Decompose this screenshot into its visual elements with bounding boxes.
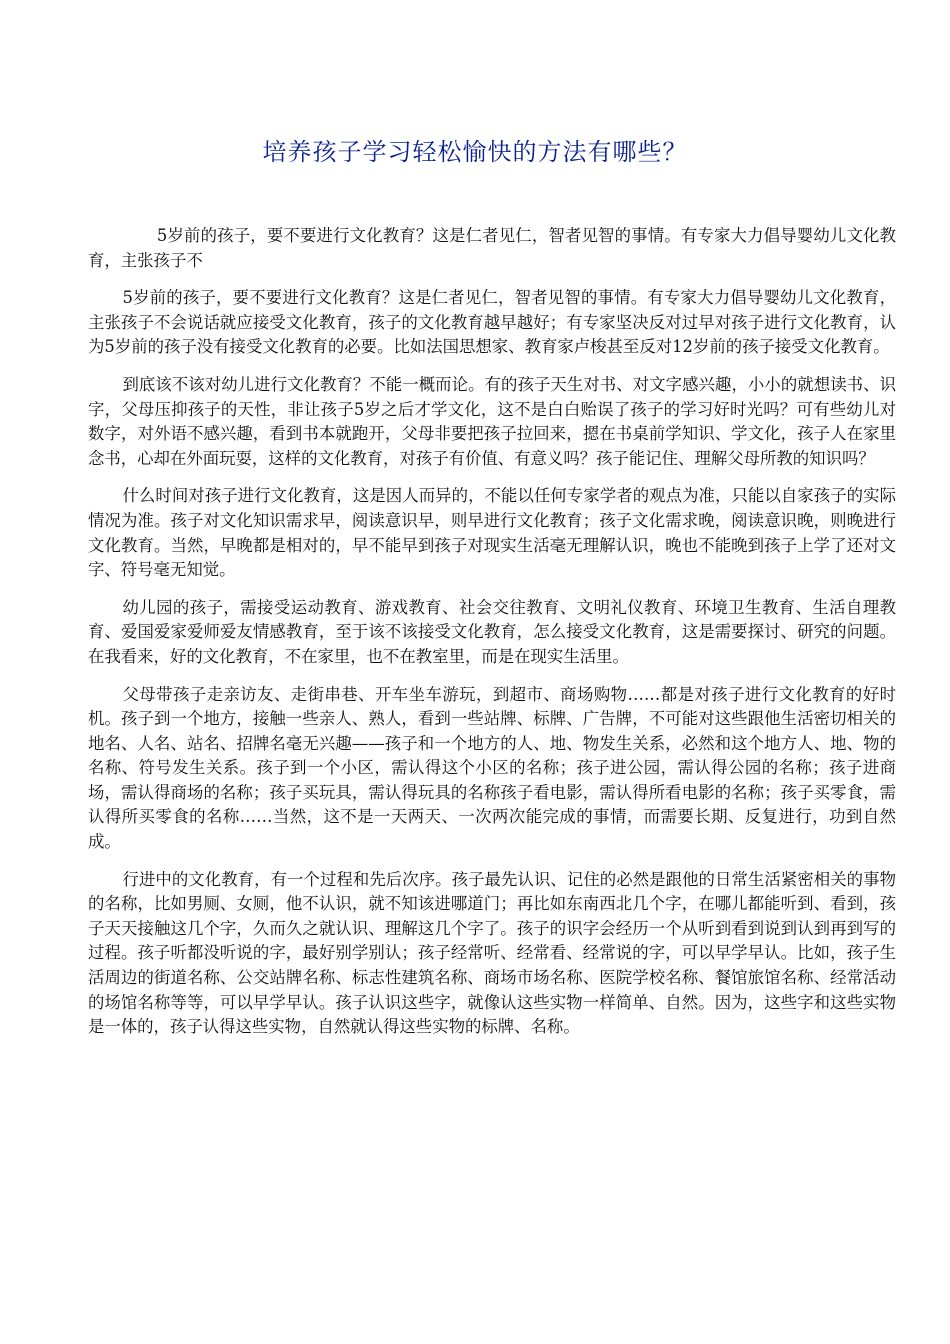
paragraph: 5岁前的孩子，要不要进行文化教育？这是仁者见仁，智者见智的事情。有专家大力倡导婴幼儿文化教育，主张孩子不会说话就应接受文化教育，孩子的文化教育越早越好；有专家坚决反对过早对孩子进行文化教育，认为5岁前的孩子没有接受文化教育的必要。比如法国思想家、教育家卢梭甚至反对12岁前的孩子接受文化教育。: [88, 288, 896, 357]
paragraph: 什么时间对孩子进行文化教育，这是因人而异的，不能以任何专家学者的观点为准，只能以自家孩子的实际情况为准。孩子对文化知识需求早，阅读意识早，则早进行文化教育；孩子文化需求晚，阅读意识晚，则晚进行文化教育。当然，早晚都是相对的，早不能早到孩子对现实生活毫无理解认识，晚也不能晚到孩子上学了还对文字、符号毫无知觉。: [88, 486, 896, 580]
paragraph: 到底该不该对幼儿进行文化教育？不能一概而论。有的孩子天生对书、对文字感兴趣，小小的就想读书、识字，父母压抑孩子的天性，非让孩子5岁之后才学文化，这不是白白贻误了孩子的学习好时光吗？可有些幼儿对数字，对外语不感兴趣，看到书本就跑开，父母非要把孩子拉回来，摁在书桌前学知识、学文化，孩子人在家里念书，心却在外面玩耍，这样的文化教育，对孩子有价值、有意义吗？孩子能记住、理解父母所教的知识吗？: [88, 374, 896, 468]
paragraph: 父母带孩子走亲访友、走街串巷、开车坐车游玩，到超市、商场购物……都是对孩子进行文化教育的好时机。孩子到一个地方，接触一些亲人、熟人，看到一些站牌、标牌、广告牌，不可能对这些跟他生活密切相关的地名、人名、站名、招牌名毫无兴趣——孩子和一个地方的人、地、物发生关系，必然和这个地方人、地、物的名称、符号发生关系。孩子到一个小区，需认得这个小区的名称；孩子进公园，需认得公园的名称；孩子进商场，需认得商场的名称；孩子买玩具，需认得玩具的名称孩子看电影，需认得所看电影的名称；孩子买零食，需认得所买零食的名称……当然，这不是一天两天、一次两次能完成的事情，而需要长期、反复进行，功到自然成。: [88, 684, 896, 852]
paragraph-intro: 5岁前的孩子，要不要进行文化教育？这是仁者见仁，智者见智的事情。有专家大力倡导婴幼儿文化教育，主张孩子不: [88, 226, 896, 270]
page-title: 培养孩子学习轻松愉快的方法有哪些？: [262, 138, 688, 166]
article-body: [88, 224, 896, 1053]
paragraph: 行进中的文化教育，有一个过程和先后次序。孩子最先认识、记住的必然是跟他的日常生活紧密相关的事物的名称，比如男厕、女厕，他不认识，就不知该进哪道门；再比如东南西北几个字，在哪儿都能听到、看到，孩子天天接触这几个字，久而久之就认识、理解这几个字了。孩子的识字会经历一个从听到看到说到认到再到写的过程。孩子听都没听说的字，最好别学别认；孩子经常听、经常看、经常说的字，可以早学早认。比如，孩子生活周边的街道名称、公交站牌名称、标志性建筑名称、商场市场名称、医院学校名称、餐馆旅馆名称、经常活动的场馆名称等等，可以早学早认。孩子认识这些字，就像认这些实物一样简单、自然。因为，这些字和这些实物是一体的，孩子认得这些实物，自然就认得这些实物的标牌、名称。: [88, 869, 896, 1037]
paragraph: 幼儿园的孩子，需接受运动教育、游戏教育、社会交往教育、文明礼仪教育、环境卫生教育、生活自理教育、爱国爱家爱师爱友情感教育，至于该不该接受文化教育，怎么接受文化教育，这是需要探讨、研究的问题。在我看来，好的文化教育，不在家里，也不在教室里，而是在现实生活里。: [88, 597, 896, 666]
